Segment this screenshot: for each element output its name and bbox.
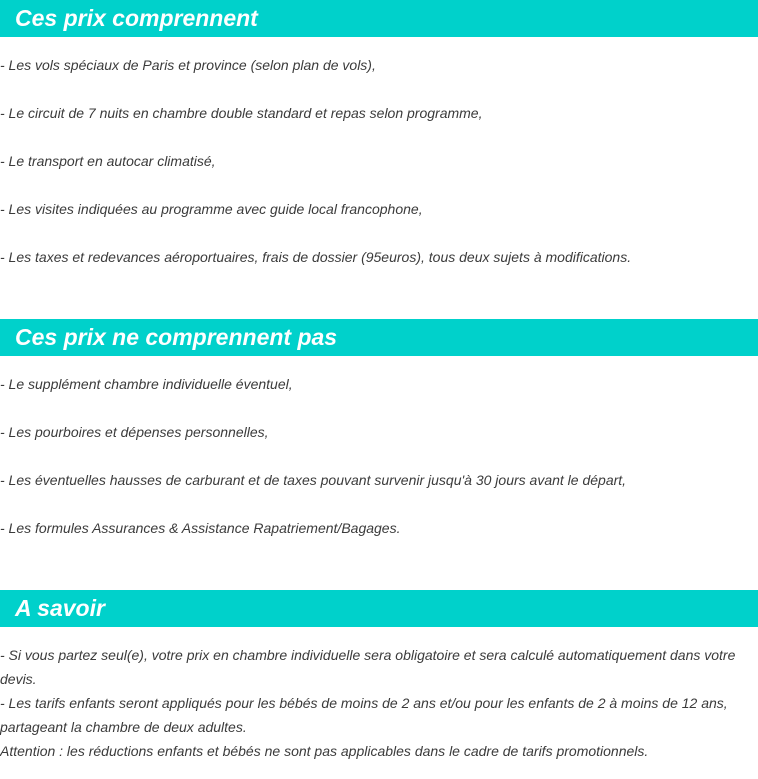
- excludes-item: - Le supplément chambre individuelle éventuel,: [0, 376, 293, 392]
- excludes-item: - Les formules Assurances & Assistance Rapatriement/Bagages.: [0, 520, 401, 536]
- section-title-excludes: Ces prix ne comprennent pas: [0, 319, 758, 356]
- section-title-includes: Ces prix comprennent: [0, 0, 758, 37]
- info-item: - Les tarifs enfants seront appliqués pour les bébés de moins de 2 ans et/ou pour les enfants de 2 à moins de 12 ans, partageant la chambre de deux adultes.: [0, 695, 728, 735]
- info-item: - Si vous partez seul(e), votre prix en chambre individuelle sera obligatoire et sera calculé automatiquement dans votre devis.: [0, 647, 736, 687]
- includes-item: - Les taxes et redevances aéroportuaires, frais de dossier (95euros), tous deux sujets à modifications.: [0, 249, 632, 265]
- info-item-attention: Attention : les réductions enfants et bébés ne sont pas applicables dans le cadre de tarifs promotionnels.: [0, 743, 649, 759]
- section-title-info: A savoir: [0, 590, 758, 627]
- excludes-item: - Les pourboires et dépenses personnelles,: [0, 424, 269, 440]
- excludes-item: - Les éventuelles hausses de carburant et de taxes pouvant survenir jusqu'à 30 jours avant le départ,: [0, 472, 627, 488]
- includes-item: - Les vols spéciaux de Paris et province (selon plan de vols),: [0, 57, 376, 73]
- includes-item: - Le circuit de 7 nuits en chambre double standard et repas selon programme,: [0, 105, 483, 121]
- includes-item: - Le transport en autocar climatisé,: [0, 153, 216, 169]
- includes-item: - Les visites indiquées au programme avec guide local francophone,: [0, 201, 423, 217]
